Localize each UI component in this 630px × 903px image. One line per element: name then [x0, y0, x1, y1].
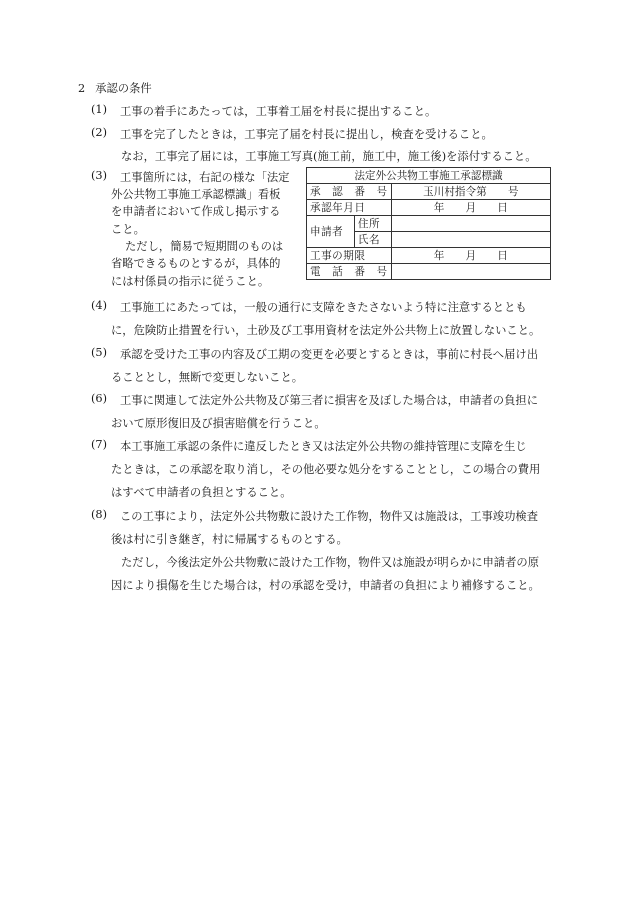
item-text: 外公共物工事施工承認標識」看板	[111, 188, 281, 201]
item-number: (3)	[91, 169, 108, 182]
item-number: (8)	[91, 508, 108, 521]
item-text: 後は村に引き継ぎ，村に帰属するものとする。	[111, 533, 348, 546]
item-text: 本工事施工承認の条件に違反したとき又は法定外公共物の維持管理に支障を生じ	[120, 440, 527, 453]
name-value	[391, 232, 550, 248]
item-text: なお，工事完了届には，工事施工写真(施工前，施工中，施工後)を添付すること。	[121, 150, 537, 163]
item-text: 省略できるものとするが，具体的	[111, 257, 281, 270]
section-heading	[78, 80, 152, 96]
item-text: 因により損傷を生じた場合は，村の承認を受け，申請者の負担により補修すること。	[111, 579, 540, 592]
deadline-label: 工事の期限	[307, 248, 392, 264]
deadline-value: 年 月 日	[391, 248, 550, 264]
phone-label: 電 話 番 号	[307, 264, 392, 280]
item-number: (7)	[91, 438, 108, 451]
section-title: 承認の条件	[95, 82, 152, 95]
item-text: この工事により，法定外公共物敷に設けた工作物，物件又は施設は，工事竣功検査	[120, 510, 538, 523]
item-text: には村係員の指示に従うこと。	[111, 275, 270, 288]
item-text: 工事に関連して法定外公共物及び第三者に損害を及ぼした場合は，申請者の負担に	[120, 394, 538, 407]
section-number: 2	[78, 82, 86, 95]
item-number: (5)	[91, 346, 108, 359]
address-label: 住所	[354, 216, 391, 232]
approval-number-label: 承 認 番 号	[307, 184, 392, 200]
approval-date-label: 承認年月日	[307, 200, 392, 216]
item-text: はすべて申請者の負担とすること。	[111, 486, 292, 499]
applicant-label: 申請者	[307, 216, 355, 248]
item-text: 工事を完了したときは，工事完了届を村長に提出し，検査を受けること。	[120, 128, 493, 141]
approval-date-value: 年 月 日	[391, 200, 550, 216]
item-text: を申請者において作成し掲示する	[111, 205, 281, 218]
item-text: おいて原形復旧及び損害賠償を行うこと。	[111, 417, 326, 430]
item-text: に，危険防止措置を行い，土砂及び工事用資材を法定外公共物上に放置しないこと。	[111, 324, 541, 337]
item-text: 承認を受けた工事の内容及び工期の変更を必要とするときは，事前に村長へ届け出	[120, 348, 538, 361]
address-value	[391, 216, 550, 232]
item-text: 工事施工にあたっては，一般の通行に支障をきたさないよう特に注意するととも	[120, 301, 527, 314]
approval-number-value: 玉川村指令第 号	[391, 184, 550, 200]
item-number: (4)	[91, 299, 108, 312]
name-label: 氏名	[354, 232, 391, 248]
item-text: ることとし，無断で変更しないこと。	[111, 371, 304, 384]
phone-value	[391, 264, 550, 280]
item-text: ただし，簡易で短期間のものは	[125, 240, 284, 253]
item-text: こと。	[111, 223, 145, 236]
approval-sign-table	[306, 167, 551, 280]
sign-title: 法定外公共物工事施工承認標識	[307, 168, 551, 184]
item-number: (2)	[91, 126, 108, 139]
item-number: (6)	[91, 392, 108, 405]
item-text: 工事箇所には，右記の様な「法定	[120, 171, 290, 184]
item-number: (1)	[91, 103, 108, 116]
item-text: ただし，今後法定外公共物敷に設けた工作物，物件又は施設が明らかに申請者の原	[121, 556, 539, 569]
item-text: 工事の着手にあたっては，工事着工届を村長に提出すること。	[120, 105, 437, 118]
item-text: たときは，この承認を取り消し，その他必要な処分をすることとし，この場合の費用	[111, 463, 541, 476]
